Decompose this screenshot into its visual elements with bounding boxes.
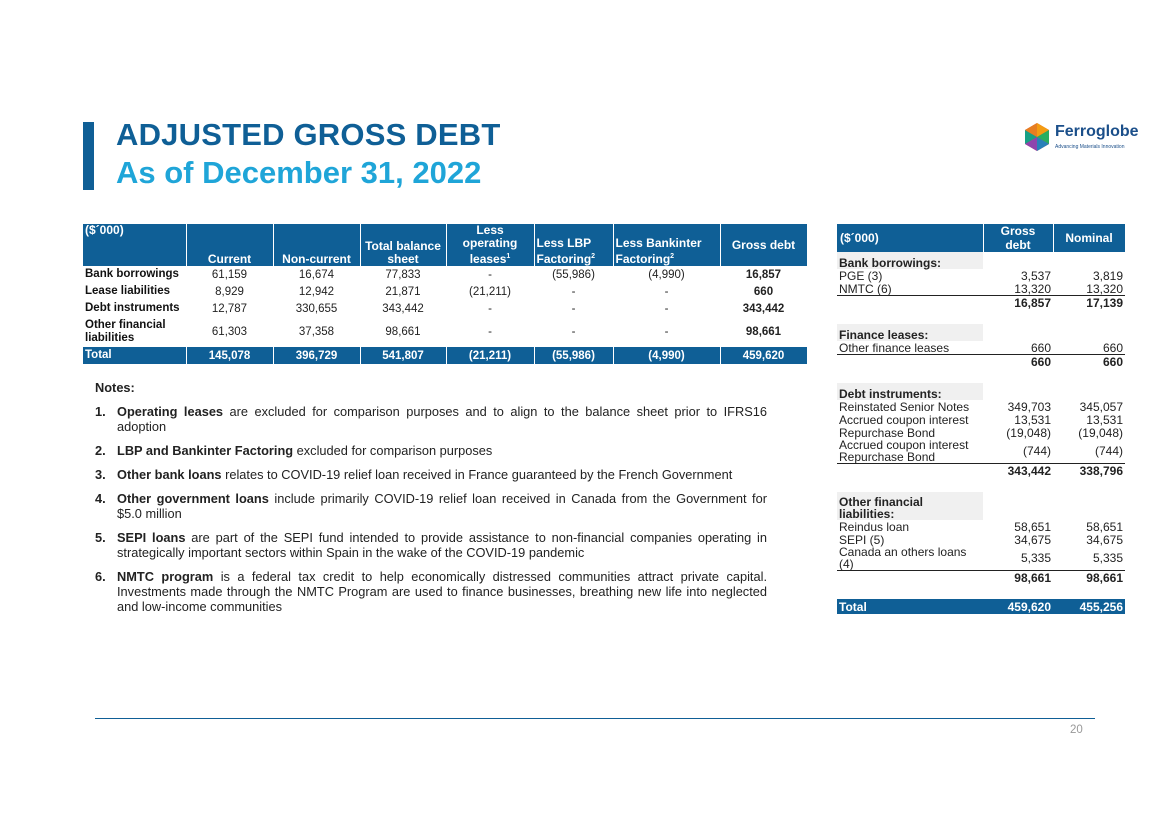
cell: 21,871 bbox=[360, 283, 446, 300]
total-gross: 459,620 bbox=[983, 599, 1053, 614]
cell: 37,358 bbox=[273, 317, 360, 347]
total-label: Total bbox=[83, 347, 186, 364]
item-label: Other finance leases bbox=[837, 341, 983, 355]
item-gross: 660 bbox=[983, 341, 1053, 355]
cell: 396,729 bbox=[273, 347, 360, 364]
cell: 330,655 bbox=[273, 300, 360, 317]
col-header-noncurrent: Non-current bbox=[273, 224, 360, 266]
cell: 61,159 bbox=[186, 266, 273, 283]
item-label: PGE (3) bbox=[839, 268, 883, 283]
page-number: 20 bbox=[1070, 724, 1083, 736]
cell: - bbox=[613, 300, 720, 317]
item-nominal: 13,320 bbox=[1053, 282, 1125, 296]
item-gross: (744) bbox=[983, 439, 1053, 464]
cell: - bbox=[446, 300, 534, 317]
subtotal-nominal: 98,661 bbox=[1053, 571, 1125, 586]
note-item: 1. Operating leases are excluded for comparison purposes and to align to the balance sheet prior to IFRS16 adoption bbox=[95, 404, 767, 434]
col-header-gross-debt: Gross debt bbox=[720, 224, 807, 266]
company-logo bbox=[1022, 122, 1139, 156]
item-gross: 3,537 bbox=[1020, 268, 1051, 283]
subtotal-row bbox=[837, 296, 1125, 311]
subtotal-gross: 16,857 bbox=[983, 296, 1053, 311]
item-gross: 34,675 bbox=[1014, 532, 1051, 547]
list-item bbox=[837, 546, 1125, 571]
section-title: Bank borrowings: bbox=[837, 252, 983, 269]
side-header-row bbox=[837, 224, 1125, 252]
cell: 98,661 bbox=[360, 317, 446, 347]
section-title: Debt instruments: bbox=[837, 383, 983, 400]
notes-title: Notes: bbox=[95, 380, 135, 395]
item-label: Accrued coupon interest bbox=[839, 412, 969, 427]
subtotal-nominal: 17,139 bbox=[1053, 296, 1125, 311]
item-nominal: 58,651 bbox=[1086, 519, 1123, 534]
cell: 77,833 bbox=[360, 266, 446, 283]
list-item bbox=[837, 400, 1125, 413]
col-header-nominal: Nominal bbox=[1053, 224, 1125, 252]
cell-gross-debt: 660 bbox=[720, 283, 807, 300]
cell: (55,986) bbox=[534, 347, 613, 364]
table-header-row bbox=[83, 224, 807, 266]
item-nominal: 5,335 bbox=[1053, 546, 1125, 571]
table-row bbox=[83, 266, 807, 283]
subtotal-gross: 660 bbox=[983, 355, 1053, 370]
cell-gross-debt: 16,857 bbox=[720, 266, 807, 283]
col-header-total-balance: Total balance sheet bbox=[360, 224, 446, 266]
item-label: Reindus loan bbox=[839, 519, 910, 534]
row-label: Debt instruments bbox=[83, 300, 186, 317]
gross-vs-nominal-table bbox=[837, 224, 1126, 614]
note-item: 3. Other bank loans relates to COVID-19 relief loan received in France guaranteed by the French Government bbox=[95, 467, 733, 482]
item-label: Accrued coupon interest Repurchase Bond bbox=[837, 439, 983, 464]
cell: - bbox=[613, 317, 720, 347]
total-nominal: 455,256 bbox=[1053, 599, 1125, 614]
col-header-current: Current bbox=[186, 224, 273, 266]
table-total-row bbox=[83, 347, 807, 364]
logo-name: Ferroglobe bbox=[1055, 123, 1139, 140]
subtotal-row bbox=[837, 355, 1125, 370]
cell: 8,929 bbox=[186, 283, 273, 300]
subtotal-nominal: 338,796 bbox=[1053, 464, 1125, 479]
note-item: 6. NMTC program is a federal tax credit to help economically distressed communities attract private capital. Investments made through the NMTC Program are used to finance businesses, breathing new life into neglected and low-income communities bbox=[95, 569, 767, 614]
title-accent-bar bbox=[83, 122, 94, 190]
note-item: 5. SEPI loans are part of the SEPI fund intended to provide assistance to non-financial companies operating in strategically important sectors within Spain in the wake of the COVID-19 pandemic bbox=[95, 530, 768, 560]
cell: 16,674 bbox=[273, 266, 360, 283]
cell: 61,303 bbox=[186, 317, 273, 347]
cell: (4,990) bbox=[613, 266, 720, 283]
item-gross: 349,703 bbox=[1007, 399, 1051, 414]
side-total-row bbox=[837, 599, 1125, 614]
item-label: Repurchase Bond bbox=[839, 425, 936, 440]
cell: - bbox=[534, 300, 613, 317]
cell: 12,787 bbox=[186, 300, 273, 317]
item-nominal: 345,057 bbox=[1079, 399, 1123, 414]
subtotal-nominal: 660 bbox=[1053, 355, 1125, 370]
list-item bbox=[837, 269, 1125, 282]
item-label: Reinstated Senior Notes bbox=[839, 399, 970, 414]
cell: - bbox=[534, 283, 613, 300]
list-item bbox=[837, 413, 1125, 426]
item-label: Canada an others loans (4) bbox=[837, 546, 983, 571]
cell: (21,211) bbox=[446, 347, 534, 364]
item-nominal: (744) bbox=[1053, 439, 1125, 464]
logo-tagline: Advancing Materials Innovation bbox=[1055, 144, 1125, 150]
col-header-operating-leases: Less operating leases$^1$ bbox=[446, 224, 534, 266]
cell: 145,078 bbox=[186, 347, 273, 364]
note-item: 2. LBP and Bankinter Factoring excluded for comparison purposes bbox=[95, 443, 493, 458]
item-gross: 5,335 bbox=[983, 546, 1053, 571]
cell: (21,211) bbox=[446, 283, 534, 300]
item-nominal: 3,819 bbox=[1092, 268, 1123, 283]
item-gross: 13,320 bbox=[983, 282, 1053, 296]
row-label: Bank borrowings bbox=[83, 266, 186, 283]
item-gross: 13,531 bbox=[1014, 412, 1051, 427]
section-title: Finance leases: bbox=[837, 324, 983, 341]
row-label: Other financial liabilities bbox=[83, 317, 186, 347]
cell-gross-debt: 343,442 bbox=[720, 300, 807, 317]
section-title: Other financial liabilities: bbox=[837, 492, 983, 520]
cell: (55,986) bbox=[534, 266, 613, 283]
footer-divider bbox=[95, 718, 1095, 719]
cell: - bbox=[446, 266, 534, 283]
cell: 541,807 bbox=[360, 347, 446, 364]
gross-debt-table bbox=[83, 224, 808, 364]
cell: 343,442 bbox=[360, 300, 446, 317]
col-header-lbp: Less LBP Factoring$^2$ bbox=[534, 224, 613, 266]
globe-logo-icon bbox=[1022, 122, 1052, 152]
list-item bbox=[837, 439, 1125, 464]
subtotal-gross: 343,442 bbox=[983, 464, 1053, 479]
item-nominal: 660 bbox=[1053, 341, 1125, 355]
cell: - bbox=[534, 317, 613, 347]
list-item bbox=[837, 282, 1125, 296]
cell: - bbox=[613, 283, 720, 300]
note-item: 4. Other government loans include primarily COVID-19 relief loan received in Canada from the Government for $5.0 million bbox=[95, 491, 767, 521]
col-header-gross: Gross debt bbox=[983, 224, 1053, 252]
page-subtitle: As of December 31, 2022 bbox=[116, 155, 482, 190]
item-gross: 58,651 bbox=[1014, 519, 1051, 534]
table-row bbox=[83, 300, 807, 317]
item-label: NMTC (6) bbox=[837, 282, 983, 296]
unit-label: ($´000) bbox=[83, 224, 186, 266]
col-header-bankinter: Less Bankinter Factoring$^2$ bbox=[613, 224, 720, 266]
item-nominal: 34,675 bbox=[1086, 532, 1123, 547]
side-unit-label: ($´000) bbox=[837, 224, 983, 252]
list-item bbox=[837, 520, 1125, 533]
table-row bbox=[83, 317, 807, 347]
cell: 459,620 bbox=[720, 347, 807, 364]
item-gross: (19,048) bbox=[1006, 425, 1051, 440]
row-label: Lease liabilities bbox=[83, 283, 186, 300]
item-nominal: (19,048) bbox=[1078, 425, 1123, 440]
cell-gross-debt: 98,661 bbox=[720, 317, 807, 347]
page-title: ADJUSTED GROSS DEBT bbox=[116, 117, 501, 152]
table-row bbox=[83, 283, 807, 300]
cell: - bbox=[446, 317, 534, 347]
item-label: SEPI (5) bbox=[839, 532, 885, 547]
item-nominal: 13,531 bbox=[1086, 412, 1123, 427]
list-item bbox=[837, 341, 1125, 355]
notes-section bbox=[95, 380, 767, 623]
cell: 12,942 bbox=[273, 283, 360, 300]
total-label: Total bbox=[837, 599, 983, 614]
cell: (4,990) bbox=[613, 347, 720, 364]
subtotal-row bbox=[837, 464, 1125, 479]
subtotal-gross: 98,661 bbox=[983, 571, 1053, 586]
subtotal-row bbox=[837, 571, 1125, 586]
